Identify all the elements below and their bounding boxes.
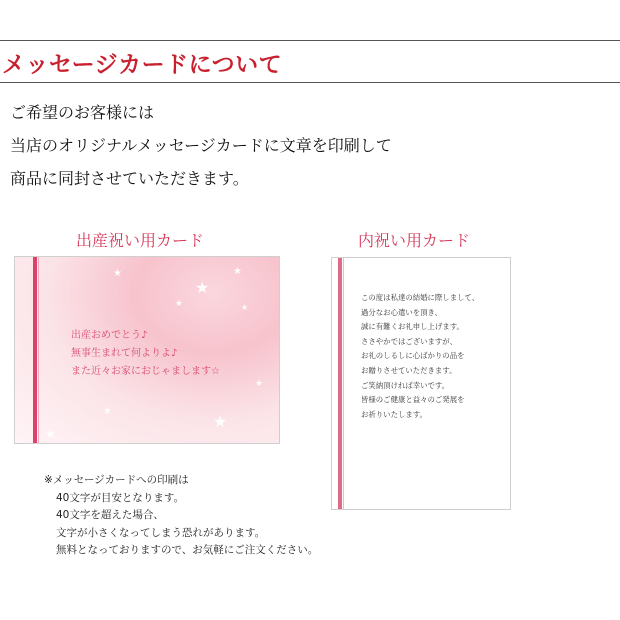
note-line: 文字が小さくなってしまう恐れがあります。 <box>56 526 266 539</box>
message-line: 出産おめでとう♪ <box>71 330 148 341</box>
intro-text <box>10 96 392 195</box>
star-icon: ★ <box>213 412 228 431</box>
print-note <box>44 472 318 560</box>
message-line: お祈りいたします。 <box>361 409 427 419</box>
message-line: 無事生まれて何よりよ♪ <box>71 348 178 359</box>
message-line: この度は私達の結婚に際しまして、 <box>361 293 480 302</box>
star-icon: ★ <box>233 266 242 277</box>
star-icon: ★ <box>45 427 56 441</box>
star-icon: ★ <box>195 278 210 297</box>
page-title: メッセージカードについて <box>2 52 283 78</box>
star-icon: ★ <box>255 379 264 389</box>
card-stripe <box>338 258 342 509</box>
return-card-label: 内祝い用カード <box>358 231 471 250</box>
top-divider <box>0 40 620 41</box>
intro-line: ご希望のお客様には <box>10 103 155 122</box>
message-line: お贈りさせていただきます。 <box>361 365 457 375</box>
birth-card-image <box>14 256 280 444</box>
card-stripe-thin <box>38 257 39 443</box>
bottom-divider <box>0 82 620 83</box>
message-line: ささやかではございますが、 <box>361 336 458 346</box>
return-card-message <box>361 291 479 422</box>
message-line: お礼のしるしに心ばかりの品を <box>361 351 465 361</box>
message-line: 過分なお心遣いを頂き、 <box>361 307 443 317</box>
card-stripe-thin <box>343 258 344 509</box>
intro-line: 当店のオリジナルメッセージカードに文章を印刷して <box>10 136 392 155</box>
star-icon: ★ <box>113 268 122 279</box>
note-line: 40文字が目安となります。 <box>56 491 185 504</box>
intro-line: 商品に同封させていただきます。 <box>10 169 249 188</box>
return-card-image <box>331 257 511 510</box>
note-line: ※メッセージカードへの印刷は <box>44 474 189 486</box>
birth-card-label: 出産祝い用カード <box>76 231 205 250</box>
star-icon: ★ <box>241 303 249 312</box>
birth-card-message <box>71 327 220 381</box>
message-line: 皆様のご健康と益々のご発展を <box>361 395 465 405</box>
card-stripe <box>33 257 37 443</box>
star-icon: ★ <box>103 406 112 417</box>
note-line: 40文字を超えた場合、 <box>56 509 164 521</box>
message-line: また近々お家におじゃまします☆ <box>71 366 220 377</box>
note-line: 無料となっておりますので、お気軽にご注文ください。 <box>56 544 319 556</box>
star-icon: ★ <box>175 299 184 309</box>
message-line: 誠に有難くお礼申し上げます。 <box>361 322 464 332</box>
message-line: ご笑納頂ければ幸いです。 <box>361 380 450 390</box>
